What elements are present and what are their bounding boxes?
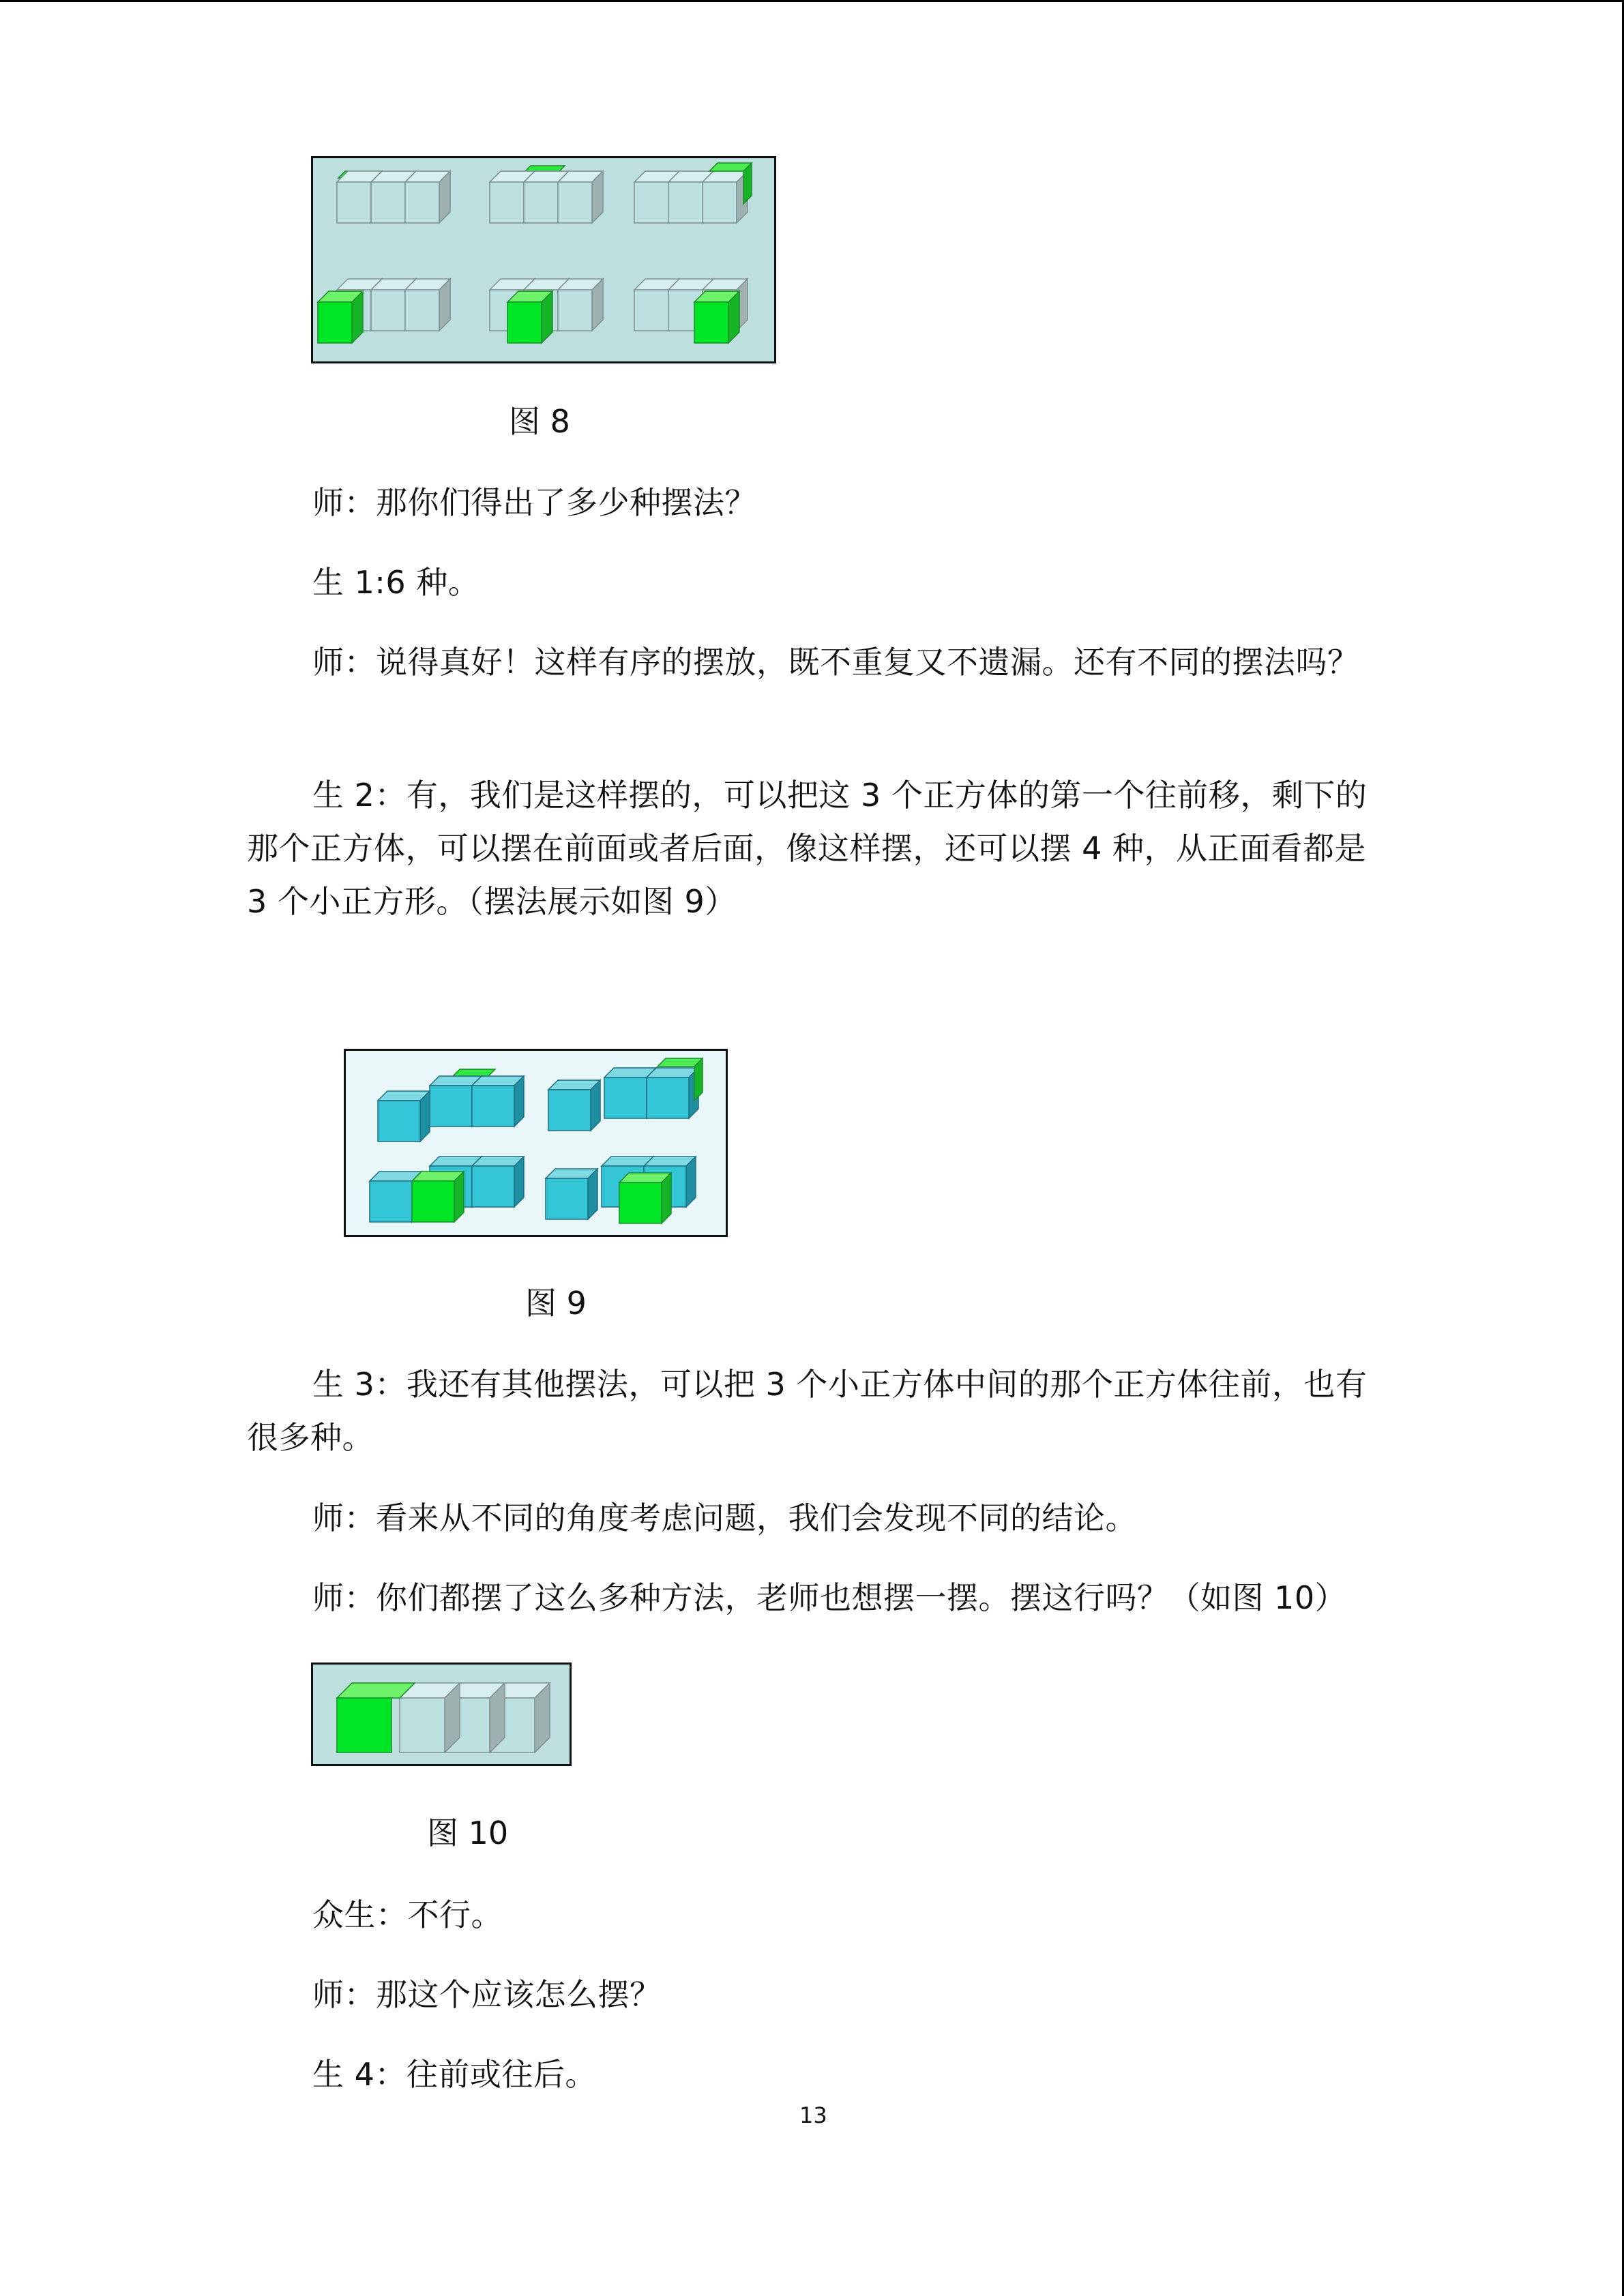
dialogue-paragraph: 生 2：有，我们是这样摆的，可以把这 3 个正方体的第一个往前移，剩下的那个正方体，可以摆在前面或者后面，像这样摆，还可以摆 4 种，从正面看都是 3 个小正方形。（摆法展示如图 9）: [247, 777, 1368, 920]
dialogue-paragraph: 师：说得真好！这样有序的摆放，既不重复又不遗漏。还有不同的摆法吗？: [312, 644, 1359, 681]
dialogue-paragraph: 师：那这个应该怎么摆？: [312, 1976, 662, 2013]
figure-10-caption: 图 10: [427, 1815, 509, 1851]
dialogue-paragraph: 生 1:6 种。: [312, 564, 480, 601]
figure-10-image: [311, 1663, 572, 1766]
figure-9-caption: 图 9: [525, 1285, 587, 1322]
figure-8-image: [311, 156, 776, 363]
page-border-top: [0, 0, 1624, 2]
dialogue-paragraph: 生 4：往前或往后。: [312, 2056, 597, 2093]
dialogue-paragraph: 师：你们都摆了这么多种方法，老师也想摆一摆。摆这行吗？（如图 10）: [312, 1579, 1347, 1616]
page-number: 13: [799, 2102, 827, 2128]
dialogue-paragraph: 师：那你们得出了多少种摆法？: [312, 484, 756, 521]
dialogue-paragraph: 众生：不行。: [312, 1896, 503, 1933]
figure-9-image: [344, 1049, 728, 1237]
dialogue-paragraph: 师：看来从不同的角度考虑问题，我们会发现不同的结论。: [312, 1500, 1137, 1536]
figure-8-caption: 图 8: [509, 403, 570, 440]
dialogue-paragraph: 生 3：我还有其他摆法，可以把 3 个小正方体中间的那个正方体往前，也有很多种。: [247, 1366, 1368, 1456]
